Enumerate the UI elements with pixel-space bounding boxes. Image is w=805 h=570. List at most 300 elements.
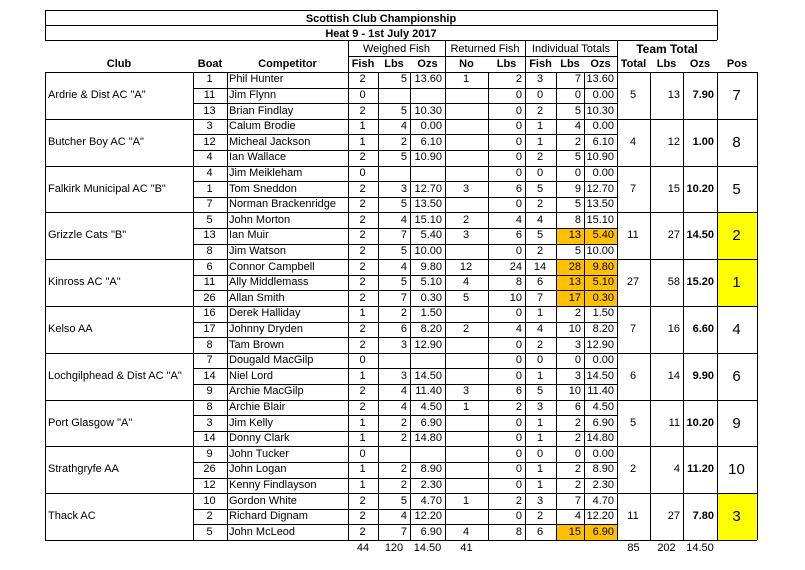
cell-boat: 13 (203, 229, 216, 242)
cell-competitor: Richard Dignam (229, 510, 308, 523)
cell-boat: 2 (206, 510, 213, 523)
cell-competitor: John McLeod (229, 525, 296, 538)
cell-w-lbs: 7 (400, 525, 407, 538)
cell-i-fish: 1 (536, 416, 544, 429)
cell-boat: 6 (206, 260, 213, 273)
cell-w-lbs: 4 (400, 400, 407, 413)
cell-i-lbs: 0 (574, 88, 581, 101)
cell-i-ozs: 13.60 (586, 73, 614, 86)
cell-i-ozs: 0.00 (592, 447, 614, 460)
cell-w-lbs: 5 (400, 198, 407, 211)
cell-i-fish: 0 (536, 447, 544, 460)
team-total-ozs: 10.20 (686, 416, 714, 429)
cell-w-ozs: 12.70 (414, 182, 442, 195)
cell-i-fish: 6 (536, 525, 544, 538)
cell-boat: 9 (206, 385, 213, 398)
cell-boat: 7 (206, 354, 213, 367)
cell-w-ozs: 14.50 (414, 369, 442, 382)
cell-w-fish: 2 (359, 73, 366, 86)
cell-i-fish: 2 (536, 151, 544, 164)
cell-w-ozs: 6.90 (420, 525, 442, 538)
cell-boat: 5 (206, 213, 213, 226)
col-header-boat: Boat (197, 58, 223, 70)
cell-i-lbs: 4 (574, 120, 581, 133)
team-total-lbs: 12 (667, 135, 680, 148)
team-total-ozs: 11.20 (687, 463, 714, 476)
cell-boat: 11 (203, 88, 216, 101)
cell-r-lbs: 0 (515, 463, 522, 476)
grid-vline (717, 10, 718, 40)
cell-i-ozs: 12.90 (586, 338, 614, 351)
cell-i-lbs: 4 (574, 510, 581, 523)
cell-w-lbs: 7 (400, 229, 407, 242)
cell-competitor: Derek Halliday (229, 307, 301, 320)
cell-boat: 12 (203, 478, 216, 491)
cell-r-lbs: 0 (515, 88, 522, 101)
grid-vline (757, 72, 758, 540)
cell-competitor: John Tucker (229, 447, 289, 460)
team-total-lbs: 13 (667, 88, 680, 101)
cell-i-ozs: 14.50 (586, 369, 614, 382)
cell-w-lbs: 3 (400, 338, 407, 351)
cell-r-lbs: 0 (515, 354, 522, 367)
grid-vline (227, 72, 228, 540)
cell-w-ozs: 8.20 (420, 322, 442, 335)
cell-w-fish: 2 (359, 244, 366, 257)
cell-i-fish: 0 (536, 88, 544, 101)
col-header-i-lbs: Lbs (560, 58, 580, 70)
cell-i-ozs: 0.00 (592, 354, 614, 367)
team-total-fish: 4 (629, 135, 637, 148)
cell-r-lbs: 0 (515, 104, 522, 117)
col-header-t-ozs: Ozs (689, 58, 711, 70)
team-position: 4 (732, 320, 741, 338)
team-total-ozs: 9.90 (692, 369, 714, 382)
cell-i-lbs: 7 (574, 494, 581, 507)
team-total-fish: 7 (629, 182, 637, 195)
sheet-subtitle: Heat 9 - 1st July 2017 (325, 28, 437, 40)
cell-i-fish: 5 (536, 229, 544, 242)
cell-competitor: Ian Muir (229, 229, 269, 242)
cell-i-lbs: 8 (574, 213, 581, 226)
cell-i-ozs: 6.90 (592, 525, 614, 538)
team-total-lbs: 27 (667, 510, 680, 523)
cell-r-no: 2 (462, 213, 470, 226)
cell-i-ozs: 5.40 (592, 229, 614, 242)
cell-i-fish: 3 (536, 494, 544, 507)
cell-w-fish: 2 (359, 104, 366, 117)
cell-w-ozs: 0.30 (420, 291, 442, 304)
cell-w-lbs: 2 (400, 416, 407, 429)
cell-w-ozs: 8.90 (420, 463, 442, 476)
grid-vline (717, 72, 718, 540)
cell-r-lbs: 4 (515, 322, 522, 335)
cell-i-lbs: 0 (574, 166, 581, 179)
cell-i-ozs: 0.00 (592, 166, 614, 179)
cell-i-fish: 5 (536, 182, 544, 195)
cell-i-ozs: 15.10 (586, 213, 614, 226)
cell-w-fish: 2 (359, 291, 366, 304)
cell-w-fish: 2 (359, 525, 366, 538)
cell-r-lbs: 0 (515, 120, 522, 133)
cell-boat: 1 (206, 73, 213, 86)
cell-w-lbs: 4 (400, 510, 407, 523)
cell-i-ozs: 9.80 (592, 260, 614, 273)
club-name: Port Glasgow "A" (48, 416, 133, 429)
team-total-lbs: 14 (667, 369, 680, 382)
cell-w-fish: 0 (359, 166, 366, 179)
cell-competitor: Jim Meikleham (229, 166, 303, 179)
grid-vline (683, 72, 684, 540)
cell-r-no: 1 (462, 494, 470, 507)
cell-i-lbs: 6 (574, 400, 581, 413)
cell-boat: 8 (206, 400, 213, 413)
cell-competitor: Gordon White (229, 494, 297, 507)
cell-w-ozs: 13.60 (414, 73, 442, 86)
cell-w-lbs: 3 (400, 369, 407, 382)
cell-boat: 14 (203, 432, 216, 445)
cell-competitor: Tam Brown (229, 338, 285, 351)
cell-i-fish: 1 (536, 369, 544, 382)
cell-w-fish: 1 (359, 307, 366, 320)
cell-w-fish: 0 (359, 354, 366, 367)
club-name: Grizzle Cats "B" (48, 229, 127, 242)
cell-w-lbs: 4 (400, 385, 407, 398)
cell-competitor: Connor Campbell (229, 260, 315, 273)
cell-r-lbs: 2 (515, 494, 522, 507)
team-total-fish: 5 (629, 416, 637, 429)
cell-i-lbs: 2 (574, 463, 581, 476)
cell-r-lbs: 4 (515, 213, 522, 226)
cell-w-fish: 2 (359, 510, 366, 523)
cell-i-lbs: 3 (574, 369, 581, 382)
team-total-fish: 27 (626, 276, 640, 289)
cell-boat: 10 (203, 494, 216, 507)
cell-i-ozs: 6.90 (592, 416, 614, 429)
cell-i-fish: 1 (536, 463, 544, 476)
cell-w-fish: 2 (359, 322, 366, 335)
cell-i-lbs: 13 (568, 229, 581, 242)
cell-boat: 14 (203, 369, 216, 382)
cell-w-lbs: 2 (400, 432, 407, 445)
cell-i-lbs: 2 (574, 307, 581, 320)
cell-boat: 4 (206, 166, 213, 179)
cell-competitor: Tom Sneddon (229, 182, 297, 195)
cell-competitor: Dougald MacGilp (229, 354, 314, 367)
cell-i-fish: 5 (536, 385, 544, 398)
cell-w-ozs: 15.10 (414, 213, 442, 226)
cell-w-fish: 2 (359, 385, 366, 398)
cell-i-ozs: 14.80 (586, 432, 614, 445)
col-header-t-lbs: Lbs (656, 58, 677, 70)
cell-boat: 3 (206, 416, 213, 429)
cell-i-ozs: 2.30 (592, 478, 614, 491)
team-total-ozs: 15.20 (686, 276, 714, 289)
grand-total-r-no: 41 (460, 542, 473, 554)
club-name: Kelso AA (48, 322, 93, 335)
cell-r-lbs: 6 (515, 385, 522, 398)
cell-i-lbs: 7 (574, 73, 581, 86)
cell-w-fish: 2 (359, 182, 366, 195)
cell-competitor: Donny Clark (229, 432, 290, 445)
team-position: 9 (732, 414, 741, 432)
cell-w-fish: 0 (359, 447, 366, 460)
cell-i-ozs: 10.30 (586, 104, 614, 117)
cell-i-lbs: 5 (574, 151, 581, 164)
col-header-r-no: No (459, 58, 474, 70)
grid-vline (410, 72, 411, 540)
cell-w-ozs: 12.90 (414, 338, 442, 351)
grand-total-t-lbs: 202 (657, 542, 676, 554)
cell-w-ozs: 5.10 (420, 276, 442, 289)
cell-w-fish: 2 (359, 229, 366, 242)
cell-i-ozs: 1.50 (592, 307, 614, 320)
team-total-ozs: 10.20 (686, 182, 714, 195)
cell-w-lbs: 7 (400, 291, 407, 304)
sheet-title: Scottish Club Championship (305, 13, 457, 25)
group-header-returned: Returned Fish (450, 43, 520, 55)
team-total-fish: 7 (629, 322, 637, 335)
cell-w-ozs: 10.30 (414, 104, 442, 117)
team-position: 2 (732, 227, 741, 245)
cell-i-ozs: 0.30 (592, 291, 614, 304)
team-position: 1 (732, 274, 741, 292)
cell-i-fish: 1 (536, 432, 544, 445)
team-total-fish: 11 (627, 510, 639, 523)
cell-competitor: Johnny Dryden (229, 322, 303, 335)
col-header-i-fish: Fish (529, 58, 552, 70)
team-total-ozs: 7.80 (692, 510, 714, 523)
team-total-ozs: 14.50 (686, 229, 714, 242)
cell-i-fish: 2 (536, 510, 544, 523)
cell-i-lbs: 5 (574, 198, 581, 211)
grid-vline (525, 72, 526, 540)
cell-i-fish: 1 (536, 120, 544, 133)
cell-boat: 12 (203, 135, 216, 148)
cell-i-fish: 6 (536, 276, 544, 289)
cell-i-ozs: 11.40 (587, 385, 614, 398)
cell-r-lbs: 6 (515, 229, 522, 242)
group-header-team: Team Total (636, 42, 698, 56)
cell-boat: 26 (203, 291, 216, 304)
cell-r-no: 1 (462, 73, 470, 86)
cell-boat: 8 (206, 338, 213, 351)
cell-i-fish: 3 (536, 400, 544, 413)
cell-w-fish: 2 (359, 198, 366, 211)
cell-boat: 8 (206, 244, 213, 257)
col-header-t-total: Total (620, 58, 647, 70)
grid-vline (45, 72, 46, 540)
cell-i-lbs: 10 (568, 385, 581, 398)
cell-w-lbs: 5 (400, 104, 407, 117)
cell-i-lbs: 15 (568, 525, 581, 538)
cell-i-fish: 2 (536, 244, 544, 257)
cell-boat: 9 (206, 447, 213, 460)
cell-r-lbs: 0 (515, 369, 522, 382)
cell-i-lbs: 17 (568, 291, 581, 304)
cell-i-lbs: 10 (568, 322, 581, 335)
cell-competitor: Ally Middlemass (229, 276, 309, 289)
cell-w-fish: 1 (359, 369, 366, 382)
cell-i-lbs: 28 (568, 260, 581, 273)
col-header-club: Club (106, 58, 132, 70)
team-total-lbs: 15 (667, 182, 680, 195)
cell-r-no: 3 (462, 229, 470, 242)
cell-w-fish: 1 (359, 478, 366, 491)
cell-w-fish: 2 (359, 338, 366, 351)
grid-vline (348, 72, 349, 540)
grid-hline (45, 10, 717, 11)
club-name: Lochgilphead & Dist AC "A" (48, 369, 182, 382)
cell-w-ozs: 10.00 (414, 244, 442, 257)
cell-w-ozs: 14.80 (414, 432, 442, 445)
cell-w-lbs: 5 (400, 151, 407, 164)
cell-w-fish: 1 (359, 432, 366, 445)
cell-w-fish: 2 (359, 260, 366, 273)
cell-i-fish: 7 (536, 291, 544, 304)
col-header-w-lbs: Lbs (384, 58, 404, 70)
col-header-w-fish: Fish (351, 58, 375, 70)
cell-competitor: Allan Smith (229, 291, 285, 304)
cell-boat: 26 (203, 463, 216, 476)
team-position: 7 (732, 86, 741, 104)
cell-w-ozs: 4.70 (420, 494, 442, 507)
cell-boat: 4 (206, 151, 213, 164)
cell-i-lbs: 5 (574, 104, 581, 117)
cell-competitor: Archie MacGilp (229, 385, 304, 398)
cell-i-fish: 3 (536, 73, 544, 86)
cell-i-ozs: 12.70 (586, 182, 614, 195)
cell-i-lbs: 2 (574, 135, 581, 148)
cell-w-ozs: 5.40 (420, 229, 442, 242)
cell-w-ozs: 6.90 (420, 416, 442, 429)
grid-vline (617, 72, 618, 540)
team-total-ozs: 1.00 (692, 135, 714, 148)
team-total-fish: 2 (629, 463, 637, 476)
cell-i-ozs: 8.90 (592, 463, 614, 476)
cell-i-lbs: 0 (574, 354, 581, 367)
cell-w-fish: 0 (359, 88, 366, 101)
cell-competitor: Calum Brodie (229, 120, 296, 133)
cell-w-fish: 2 (359, 494, 366, 507)
cell-w-lbs: 5 (400, 244, 407, 257)
cell-r-lbs: 8 (515, 276, 522, 289)
grid-vline (650, 72, 651, 540)
cell-competitor: Brian Findlay (229, 104, 294, 117)
club-name: Thack AC (48, 510, 96, 523)
team-position: 10 (728, 461, 745, 479)
cell-competitor: Micheal Jackson (229, 135, 311, 148)
club-name: Strathgryfe AA (48, 463, 119, 476)
cell-r-no: 1 (462, 400, 470, 413)
col-header-pos: Pos (726, 58, 748, 70)
cell-w-ozs: 6.10 (420, 135, 442, 148)
cell-w-fish: 1 (359, 463, 366, 476)
team-total-fish: 6 (629, 369, 637, 382)
club-name: Butcher Boy AC "A" (48, 135, 144, 148)
cell-competitor: Archie Blair (229, 400, 286, 413)
cell-w-fish: 2 (359, 213, 366, 226)
cell-r-no: 4 (462, 276, 470, 289)
team-total-lbs: 16 (667, 322, 680, 335)
cell-i-lbs: 3 (574, 338, 581, 351)
cell-r-lbs: 0 (515, 447, 522, 460)
cell-i-fish: 2 (536, 338, 544, 351)
cell-r-lbs: 0 (515, 166, 522, 179)
group-header-individual: Individual Totals (531, 43, 611, 55)
cell-competitor: Jim Watson (229, 244, 287, 257)
cell-i-lbs: 9 (574, 182, 581, 195)
grand-total-w-ozs: 14.50 (413, 542, 442, 554)
grid-vline (445, 72, 446, 540)
cell-i-fish: 14 (533, 260, 547, 273)
cell-i-ozs: 8.20 (592, 322, 614, 335)
cell-r-lbs: 6 (515, 182, 522, 195)
cell-r-lbs: 8 (515, 525, 522, 538)
cell-w-ozs: 9.80 (420, 260, 442, 273)
cell-w-ozs: 0.00 (420, 120, 442, 133)
cell-w-lbs: 5 (400, 276, 407, 289)
cell-w-lbs: 2 (400, 307, 407, 320)
cell-r-lbs: 0 (515, 307, 522, 320)
cell-w-lbs: 2 (400, 478, 407, 491)
cell-w-lbs: 2 (400, 135, 407, 148)
cell-competitor: Phil Hunter (229, 73, 284, 86)
cell-r-lbs: 0 (515, 151, 522, 164)
club-name: Falkirk Municipal AC "B" (48, 182, 166, 195)
grand-total-w-lbs: 120 (384, 542, 404, 554)
team-total-lbs: 58 (667, 276, 680, 289)
cell-r-lbs: 0 (515, 416, 522, 429)
cell-i-fish: 1 (536, 478, 544, 491)
cell-boat: 5 (206, 525, 213, 538)
cell-i-lbs: 2 (574, 416, 581, 429)
cell-w-fish: 2 (359, 276, 366, 289)
cell-competitor: Norman Brackenridge (229, 198, 336, 211)
cell-competitor: Ian Wallace (229, 151, 287, 164)
cell-boat: 1 (206, 182, 213, 195)
cell-i-ozs: 5.10 (592, 276, 614, 289)
cell-i-fish: 4 (536, 213, 544, 226)
cell-competitor: Niel Lord (229, 369, 274, 382)
cell-w-fish: 2 (359, 400, 366, 413)
cell-r-lbs: 0 (515, 244, 522, 257)
col-header-r-lbs: Lbs (496, 58, 517, 70)
cell-w-fish: 1 (359, 135, 366, 148)
cell-i-fish: 0 (536, 166, 544, 179)
cell-w-lbs: 5 (400, 494, 407, 507)
cell-w-ozs: 13.50 (414, 198, 442, 211)
cell-boat: 13 (203, 104, 216, 117)
cell-i-ozs: 13.50 (586, 198, 614, 211)
team-total-ozs: 7.90 (692, 88, 714, 101)
cell-r-lbs: 0 (515, 338, 522, 351)
team-total-fish: 11 (627, 229, 639, 242)
cell-r-lbs: 10 (509, 291, 522, 304)
team-position: 3 (732, 508, 741, 526)
cell-i-lbs: 2 (574, 478, 581, 491)
cell-competitor: John Logan (229, 463, 287, 476)
team-total-ozs: 6.60 (692, 322, 714, 335)
grid-vline (556, 72, 557, 540)
cell-i-fish: 2 (536, 198, 544, 211)
grand-total-w-fish: 44 (356, 542, 370, 554)
team-total-lbs: 11 (668, 416, 680, 429)
cell-w-ozs: 10.90 (414, 151, 442, 164)
cell-i-ozs: 12.20 (586, 510, 614, 523)
cell-i-lbs: 0 (574, 447, 581, 460)
team-total-lbs: 4 (673, 463, 680, 476)
